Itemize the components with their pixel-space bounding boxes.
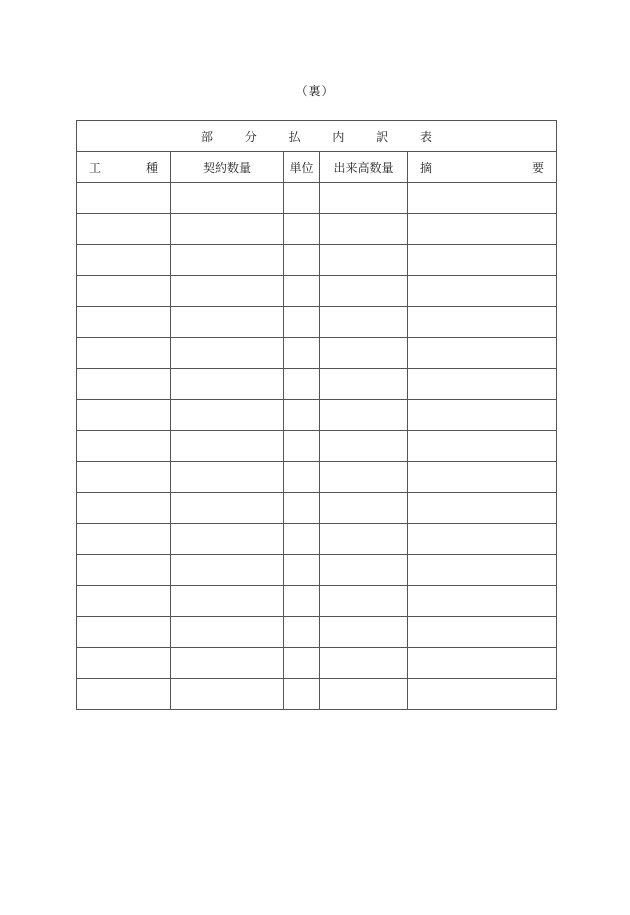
remarks-cell (408, 617, 557, 648)
completed-quantity-cell (320, 462, 408, 493)
table-row (77, 276, 557, 307)
header-completed-quantity: 出来高数量 (320, 152, 408, 183)
unit-cell (284, 369, 320, 400)
work-type-cell (77, 462, 171, 493)
unit-cell (284, 214, 320, 245)
work-type-cell (77, 617, 171, 648)
table-row (77, 400, 557, 431)
completed-quantity-cell (320, 307, 408, 338)
work-type-cell (77, 276, 171, 307)
table-row (77, 648, 557, 679)
page-side-note: （裏） (295, 84, 335, 98)
work-type-cell (77, 183, 171, 214)
work-type-cell (77, 524, 171, 555)
table-row (77, 493, 557, 524)
table-row (77, 431, 557, 462)
remarks-cell (408, 369, 557, 400)
work-type-cell (77, 245, 171, 276)
table-title-row (77, 121, 557, 152)
completed-quantity-cell (320, 183, 408, 214)
unit-cell (284, 431, 320, 462)
unit-cell (284, 338, 320, 369)
completed-quantity-cell (320, 338, 408, 369)
work-type-cell (77, 307, 171, 338)
header-work-type-char-2: 種 (145, 160, 158, 175)
contract-quantity-cell (171, 431, 284, 462)
completed-quantity-cell (320, 214, 408, 245)
unit-cell (284, 276, 320, 307)
header-unit: 単位 (284, 152, 320, 183)
header-remarks-char-1: 摘 (420, 160, 433, 175)
completed-quantity-cell (320, 431, 408, 462)
completed-quantity-cell (320, 369, 408, 400)
table-title: 部 分 払 内 訳 表 (77, 121, 557, 152)
table-row (77, 586, 557, 617)
unit-cell (284, 183, 320, 214)
remarks-cell (408, 555, 557, 586)
partial-payment-breakdown-table (76, 120, 557, 710)
contract-quantity-cell (171, 555, 284, 586)
contract-quantity-cell (171, 276, 284, 307)
remarks-cell (408, 245, 557, 276)
contract-quantity-cell (171, 617, 284, 648)
completed-quantity-cell (320, 648, 408, 679)
contract-quantity-cell (171, 462, 284, 493)
unit-cell (284, 648, 320, 679)
contract-quantity-cell (171, 679, 284, 710)
unit-cell (284, 555, 320, 586)
remarks-cell (408, 648, 557, 679)
remarks-cell (408, 524, 557, 555)
header-work-type-char-1: 工 (89, 160, 102, 175)
header-remarks-char-2: 要 (531, 160, 544, 175)
remarks-cell (408, 338, 557, 369)
unit-cell (284, 524, 320, 555)
table-row (77, 183, 557, 214)
table-row (77, 524, 557, 555)
remarks-cell (408, 431, 557, 462)
contract-quantity-cell (171, 245, 284, 276)
unit-cell (284, 617, 320, 648)
unit-cell (284, 586, 320, 617)
header-remarks (408, 152, 557, 183)
unit-cell (284, 245, 320, 276)
contract-quantity-cell (171, 648, 284, 679)
completed-quantity-cell (320, 679, 408, 710)
unit-cell (284, 493, 320, 524)
work-type-cell (77, 555, 171, 586)
work-type-cell (77, 431, 171, 462)
unit-cell (284, 307, 320, 338)
completed-quantity-cell (320, 493, 408, 524)
contract-quantity-cell (171, 524, 284, 555)
work-type-cell (77, 586, 171, 617)
work-type-cell (77, 338, 171, 369)
unit-cell (284, 462, 320, 493)
remarks-cell (408, 400, 557, 431)
table-row (77, 338, 557, 369)
completed-quantity-cell (320, 524, 408, 555)
completed-quantity-cell (320, 245, 408, 276)
remarks-cell (408, 462, 557, 493)
completed-quantity-cell (320, 586, 408, 617)
table-row (77, 679, 557, 710)
table-row (77, 214, 557, 245)
header-contract-quantity: 契約数量 (171, 152, 284, 183)
completed-quantity-cell (320, 400, 408, 431)
table-row (77, 369, 557, 400)
remarks-cell (408, 586, 557, 617)
table-row (77, 307, 557, 338)
contract-quantity-cell (171, 214, 284, 245)
contract-quantity-cell (171, 400, 284, 431)
unit-cell (284, 400, 320, 431)
remarks-cell (408, 493, 557, 524)
work-type-cell (77, 214, 171, 245)
unit-cell (284, 679, 320, 710)
work-type-cell (77, 493, 171, 524)
contract-quantity-cell (171, 338, 284, 369)
table-header-row (77, 152, 557, 183)
table-row (77, 245, 557, 276)
table-row (77, 555, 557, 586)
work-type-cell (77, 400, 171, 431)
header-work-type (77, 152, 171, 183)
contract-quantity-cell (171, 586, 284, 617)
table-row (77, 462, 557, 493)
contract-quantity-cell (171, 493, 284, 524)
remarks-cell (408, 276, 557, 307)
remarks-cell (408, 679, 557, 710)
remarks-cell (408, 214, 557, 245)
completed-quantity-cell (320, 555, 408, 586)
contract-quantity-cell (171, 369, 284, 400)
completed-quantity-cell (320, 617, 408, 648)
completed-quantity-cell (320, 276, 408, 307)
contract-quantity-cell (171, 307, 284, 338)
contract-quantity-cell (171, 183, 284, 214)
remarks-cell (408, 307, 557, 338)
work-type-cell (77, 369, 171, 400)
work-type-cell (77, 648, 171, 679)
remarks-cell (408, 183, 557, 214)
table-row (77, 617, 557, 648)
work-type-cell (77, 679, 171, 710)
